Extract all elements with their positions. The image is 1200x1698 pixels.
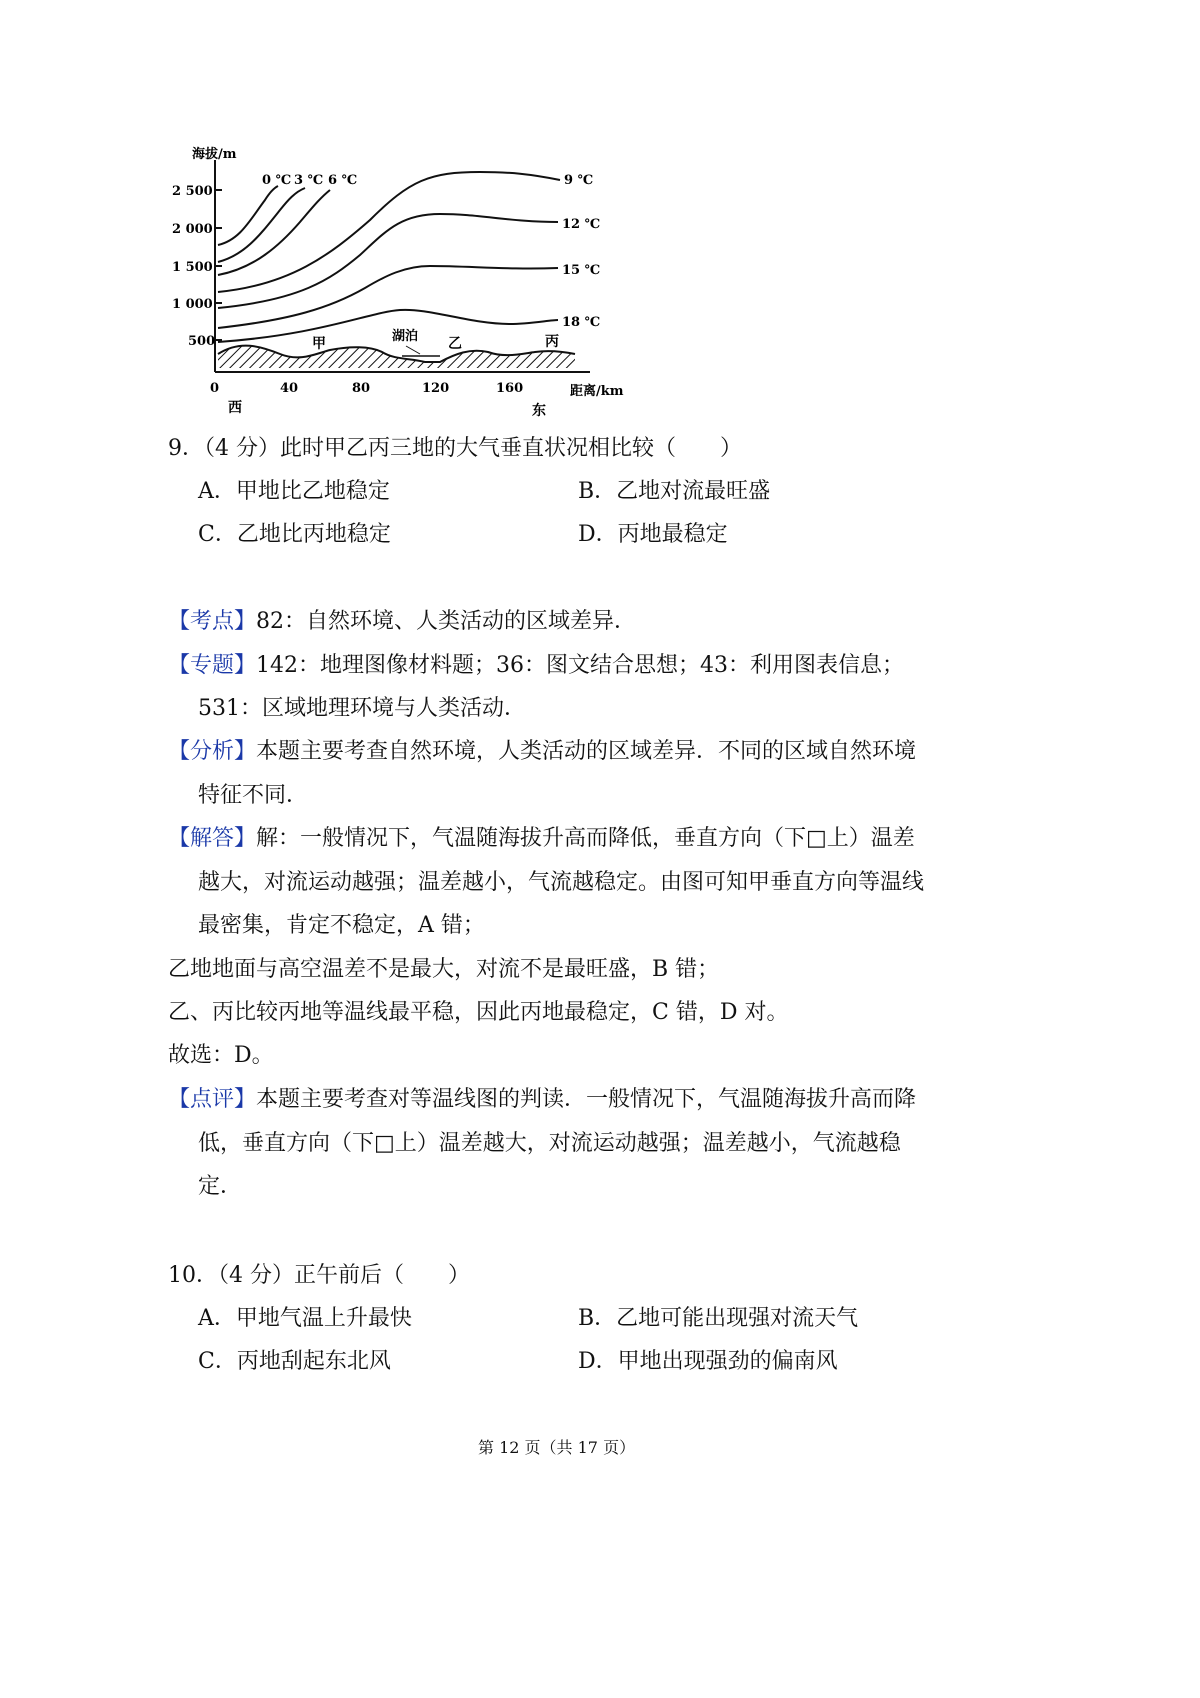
isotherm-label: 6 ℃: [328, 173, 358, 188]
kaodian-text: 82：自然环境、人类活动的区域差异．: [256, 609, 637, 634]
isotherm-15: [218, 266, 558, 328]
q10-option-a[interactable]: A．甲地气温上升最快: [198, 1306, 412, 1331]
y-tick-label: 1 000: [172, 297, 213, 312]
isotherm-label: 15 ℃: [562, 263, 601, 278]
jieda-line-4: 乙地地面与高空温差不是最大，对流不是最旺盛，B 错；: [168, 957, 720, 982]
isotherm-12: [218, 214, 558, 308]
isotherm-3: [218, 188, 305, 262]
jieda-line-6: 故选：D。: [168, 1043, 274, 1068]
fenxi-line: [168, 737, 916, 767]
x-tick-label: 40: [280, 381, 299, 396]
y-tick-label: 1 500: [172, 260, 213, 275]
page-footer: 第 12 页（共 17 页）: [478, 1438, 636, 1457]
dianping-tag: 【点评】: [168, 1087, 257, 1112]
q9-option-b[interactable]: B．乙地对流最旺盛: [578, 479, 771, 504]
isotherm-figure: [170, 140, 690, 480]
q9-option-d[interactable]: D．丙地最稳定: [578, 522, 728, 547]
q9-option-a[interactable]: A．甲地比乙地稳定: [198, 479, 390, 504]
isotherm-label: 12 ℃: [562, 217, 601, 232]
q10-option-d[interactable]: D．甲地出现强劲的偏南风: [578, 1349, 838, 1374]
isotherm-0: [218, 186, 278, 245]
west-label: 西: [228, 400, 242, 416]
isotherm-label: 3 ℃: [294, 173, 324, 188]
zhuanti-text: 142：地理图像材料题；36：图文结合思想；43：利用图表信息；: [256, 653, 904, 678]
y-tick-label: 2 500: [172, 184, 213, 199]
fenxi-tag: 【分析】: [168, 739, 257, 764]
isotherm-label: 18 ℃: [562, 315, 601, 330]
kaodian-tag: 【考点】: [168, 609, 257, 634]
east-label: 东: [532, 403, 546, 419]
q9-stem: 9．（4 分）此时甲乙丙三地的大气垂直状况相比较（ ）: [168, 436, 742, 461]
jieda-text: 解：一般情况下，气温随海拔升高而降低，垂直方向（下□上）温差: [256, 826, 915, 851]
x-tick-label: 120: [422, 381, 450, 396]
dianping-line: [168, 1085, 916, 1115]
x-axis-title: 距离/km: [570, 384, 624, 399]
y-tick-label: 2 000: [172, 222, 213, 237]
zhuanti-line: [168, 651, 904, 681]
jieda-line-2: 越大，对流运动越强；温差越小，气流越稳定。由图可知甲垂直方向等温线: [198, 870, 925, 895]
dianping-line-2: 低，垂直方向（下□上）温差越大，对流运动越强；温差越小，气流越稳: [198, 1131, 901, 1156]
y-axis-title: 海拔/m: [192, 147, 237, 162]
q10-option-b[interactable]: B．乙地可能出现强对流天气: [578, 1306, 859, 1331]
fenxi-line-2: 特征不同．: [198, 783, 309, 808]
lake-pointer: [406, 346, 420, 354]
x-tick-label: 0: [210, 381, 220, 396]
place-label-jia: 甲: [312, 336, 326, 352]
x-tick-label: 80: [352, 381, 371, 396]
place-label-yi: 乙: [448, 336, 462, 352]
fenxi-text: 本题主要考查自然环境，人类活动的区域差异．不同的区域自然环境: [256, 739, 917, 764]
dianping-line-3: 定．: [198, 1174, 243, 1199]
place-label-lake: 湖泊: [392, 329, 419, 344]
place-label-bing: 丙: [545, 334, 559, 350]
y-tick-label: 500: [188, 334, 216, 349]
q10-option-c[interactable]: C．丙地刮起东北风: [198, 1349, 391, 1374]
x-tick-label: 160: [496, 381, 524, 396]
isotherm-label: 9 ℃: [564, 173, 594, 188]
zhuanti-line-2: 531：区域地理环境与人类活动．: [198, 696, 526, 721]
dianping-text: 本题主要考查对等温线图的判读．一般情况下，气温随海拔升高而降: [256, 1087, 917, 1112]
jieda-line-5: 乙、丙比较丙地等温线最平稳，因此丙地最稳定，C 错，D 对。: [168, 1000, 789, 1025]
jieda-tag: 【解答】: [168, 826, 257, 851]
jieda-line-3: 最密集，肯定不稳定，A 错；: [198, 913, 485, 938]
q9-option-c[interactable]: C．乙地比丙地稳定: [198, 522, 391, 547]
kaodian-line: [168, 607, 636, 637]
jieda-line: [168, 824, 915, 854]
x-ticks: [210, 381, 624, 419]
zhuanti-tag: 【专题】: [168, 653, 257, 678]
isotherm-9: [218, 172, 560, 292]
isotherm-18: [218, 310, 558, 342]
isotherm-label: 0 ℃: [262, 173, 292, 188]
q10-stem: 10．（4 分）正午前后（ ）: [168, 1263, 470, 1288]
